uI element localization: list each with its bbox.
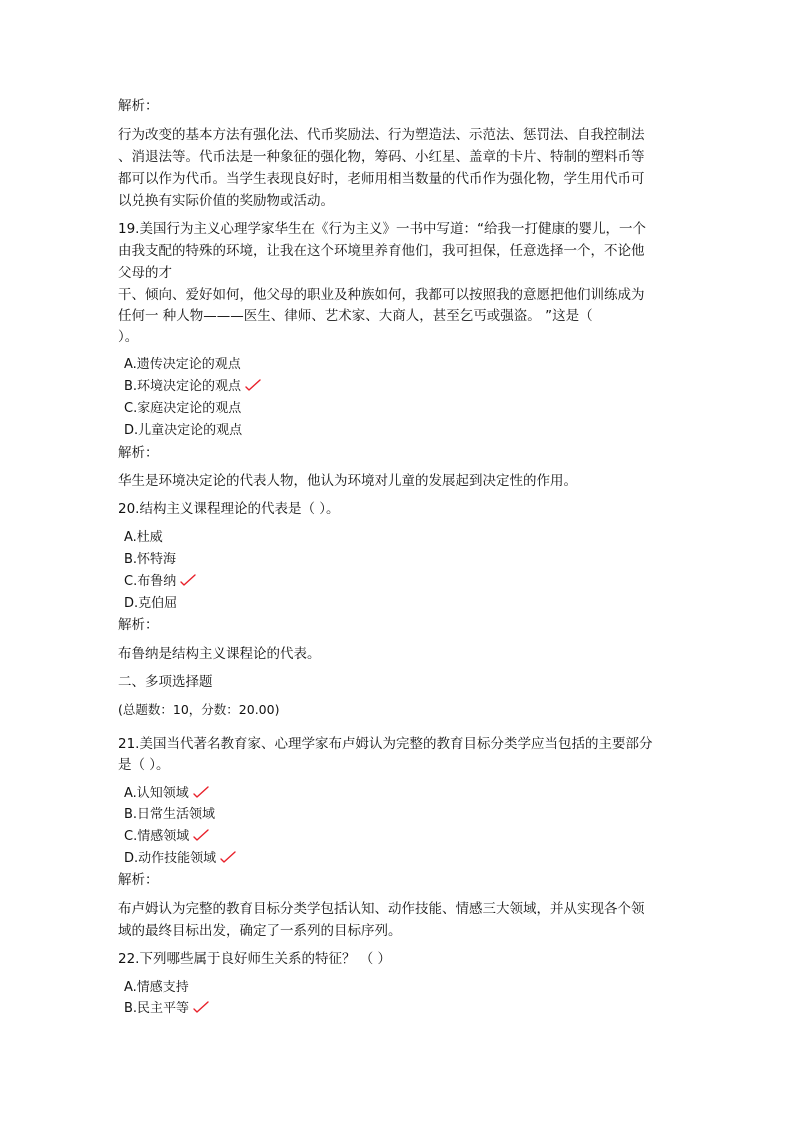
option-label: D.儿童决定论的观点 — [124, 423, 243, 438]
section-heading: 二、多项选择题 — [118, 674, 213, 690]
option-a — [124, 354, 684, 376]
red-check-icon — [193, 1001, 209, 1013]
analysis-text: 华生是环境决定论的代表人物，他认为环境对儿童的发展起到决定性的作用。 — [118, 473, 577, 489]
option-b — [124, 549, 684, 571]
analysis-text: 布卢姆认为完整的教育目标分类学包括认知、动作技能、情感三大领域，并从实现各个领 — [118, 901, 645, 917]
red-check-icon — [245, 379, 261, 391]
option-a — [124, 527, 684, 549]
option-b — [124, 376, 684, 398]
question-text: 由我支配的特殊的环境，让我在这个环境里养育他们，我可担保，任意选择一个，不论他 — [118, 243, 645, 259]
option-label: C.家庭决定论的观点 — [124, 401, 242, 416]
analysis-text: 都可以作为代币。当学生表现良好时，老师用相当数量的代币作为强化物，学生用代币可 — [118, 171, 645, 187]
option-c — [124, 826, 684, 848]
analysis-text: 布鲁纳是结构主义课程论的代表。 — [118, 646, 321, 662]
option-label: B.日常生活领域 — [124, 807, 216, 822]
question-text: 父母的才 — [118, 265, 172, 281]
question-text: 是（ ）。 — [118, 757, 170, 773]
question-text: 任何一 种人物———医生、律师、艺术家、大商人，甚至乞丐或强盗。 ”这是（ — [118, 308, 593, 324]
analysis-text: 、消退法等。代币法是一种象征的强化物，筹码、小红星、盖章的卡片、特制的塑料币等 — [118, 149, 645, 165]
question-text: 22.下列哪些属于良好师生关系的特征？ （ ） — [118, 951, 392, 967]
option-label: A.认知领域 — [124, 786, 189, 801]
red-check-icon — [193, 829, 209, 841]
option-b — [124, 998, 684, 1020]
analysis-text: 以兑换有实际价值的奖励物或活动。 — [118, 193, 334, 209]
option-label: C.情感领域 — [124, 829, 190, 844]
option-label: B.民主平等 — [124, 1001, 190, 1016]
option-label: A.遗传决定论的观点 — [124, 357, 241, 372]
red-check-icon — [180, 574, 196, 586]
question-text: 19.美国行为主义心理学家华生在《行为主义》一书中写道：“给我一打健康的婴儿，一个 — [118, 221, 646, 237]
option-d — [124, 593, 684, 615]
option-label: C.布鲁纳 — [124, 574, 177, 589]
red-check-icon — [193, 786, 209, 798]
option-label: A.情感支持 — [124, 980, 189, 995]
option-d — [124, 848, 684, 870]
option-label: B.怀特海 — [124, 552, 177, 567]
question-text: 20.结构主义课程理论的代表是（ ）。 — [118, 501, 340, 517]
option-b — [124, 804, 684, 826]
analysis-text: 域的最终目标出发，确定了一系列的目标序列。 — [118, 923, 402, 939]
option-label: D.克伯屈 — [124, 596, 178, 611]
question-text: 21.美国当代著名教育家、心理学家布卢姆认为完整的教育目标分类学应当包括的主要部分 — [118, 736, 653, 752]
option-c — [124, 571, 684, 593]
section-meta: (总题数：10，分数：20.00) — [118, 702, 280, 717]
question-text: 干、倾向、爱好如何，他父母的职业及种族如何，我都可以按照我的意愿把他们训练成为 — [118, 287, 645, 303]
analysis-heading: 解析： — [118, 98, 159, 114]
option-label: A.杜威 — [124, 530, 163, 545]
analysis-text: 行为改变的基本方法有强化法、代币奖励法、行为塑造法、示范法、惩罚法、自我控制法 — [118, 127, 645, 143]
analysis-heading: 解析： — [118, 872, 159, 888]
option-c — [124, 398, 684, 420]
option-label: B.环境决定论的观点 — [124, 379, 242, 394]
option-a — [124, 977, 684, 999]
question-text: ）。 — [118, 329, 139, 345]
analysis-heading: 解析： — [118, 617, 159, 633]
analysis-heading: 解析： — [118, 445, 159, 461]
option-a — [124, 783, 684, 805]
option-label: D.动作技能领域 — [124, 851, 217, 866]
option-d — [124, 420, 684, 442]
red-check-icon — [220, 851, 236, 863]
